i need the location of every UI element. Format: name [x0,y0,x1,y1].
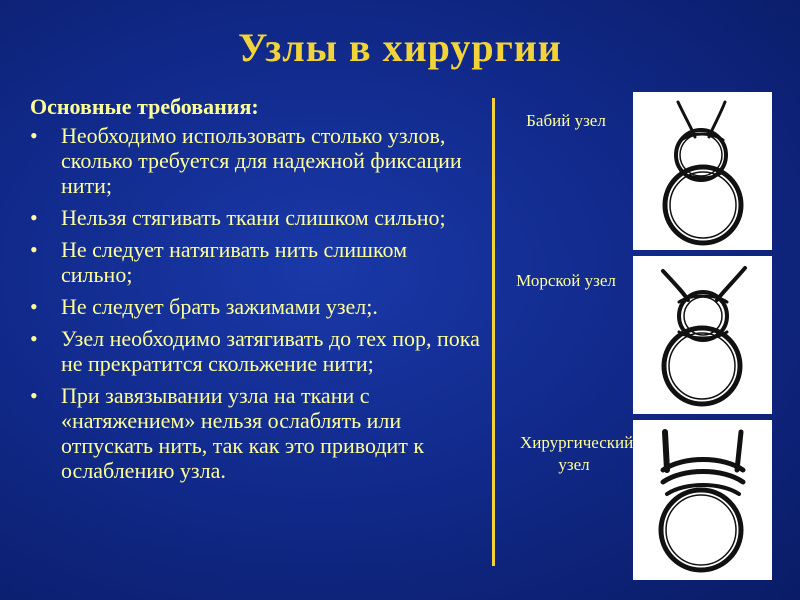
granny-knot-panel [633,92,772,250]
requirements-heading: Основные требования: [30,94,259,119]
bullet-icon: • [30,294,38,319]
surgical-knot-illustration-icon [633,420,772,580]
surgical-knot-panel [633,420,772,580]
list-item-text: Не следует брать зажимами узел;. [61,294,378,319]
granny-knot-label: Бабий узел [526,111,606,130]
slide-title: Узлы в хирургии [238,25,562,70]
bullet-icon: • [30,383,38,408]
square-knot-label: Морской узел [516,271,616,290]
square-knot-illustration-icon [633,256,772,414]
list-item [30,123,480,198]
list-item [30,383,480,483]
list-item-text: Узел необходимо затягивать до тех пор, пока не прекратится скольжение нити; [61,326,480,376]
vertical-divider [492,98,495,566]
list-item [30,326,480,376]
bullet-icon: • [30,237,38,262]
list-item [30,237,480,287]
list-item [30,294,480,319]
list-item-text: При завязывании узла на ткани с «натяжением» нельзя ослаблять или отпускать нить, так как это приводит к ослаблению узла. [61,383,425,483]
requirements-list [30,123,480,483]
requirements-section [30,94,480,490]
square-knot-panel [633,256,772,414]
bullet-icon: • [30,205,38,230]
bullet-icon: • [30,326,38,351]
granny-knot-illustration-icon [633,92,772,250]
list-item-text: Нельзя стягивать ткани слишком сильно; [61,205,446,230]
list-item-text: Не следует натягивать нить слишком сильно; [61,237,408,287]
list-item-text: Необходимо использовать столько узлов, сколько требуется для надежной фиксации нити; [61,123,462,198]
bullet-icon: • [30,123,38,148]
list-item [30,205,480,230]
surgical-knot-label: Хирургический узел [520,433,634,474]
